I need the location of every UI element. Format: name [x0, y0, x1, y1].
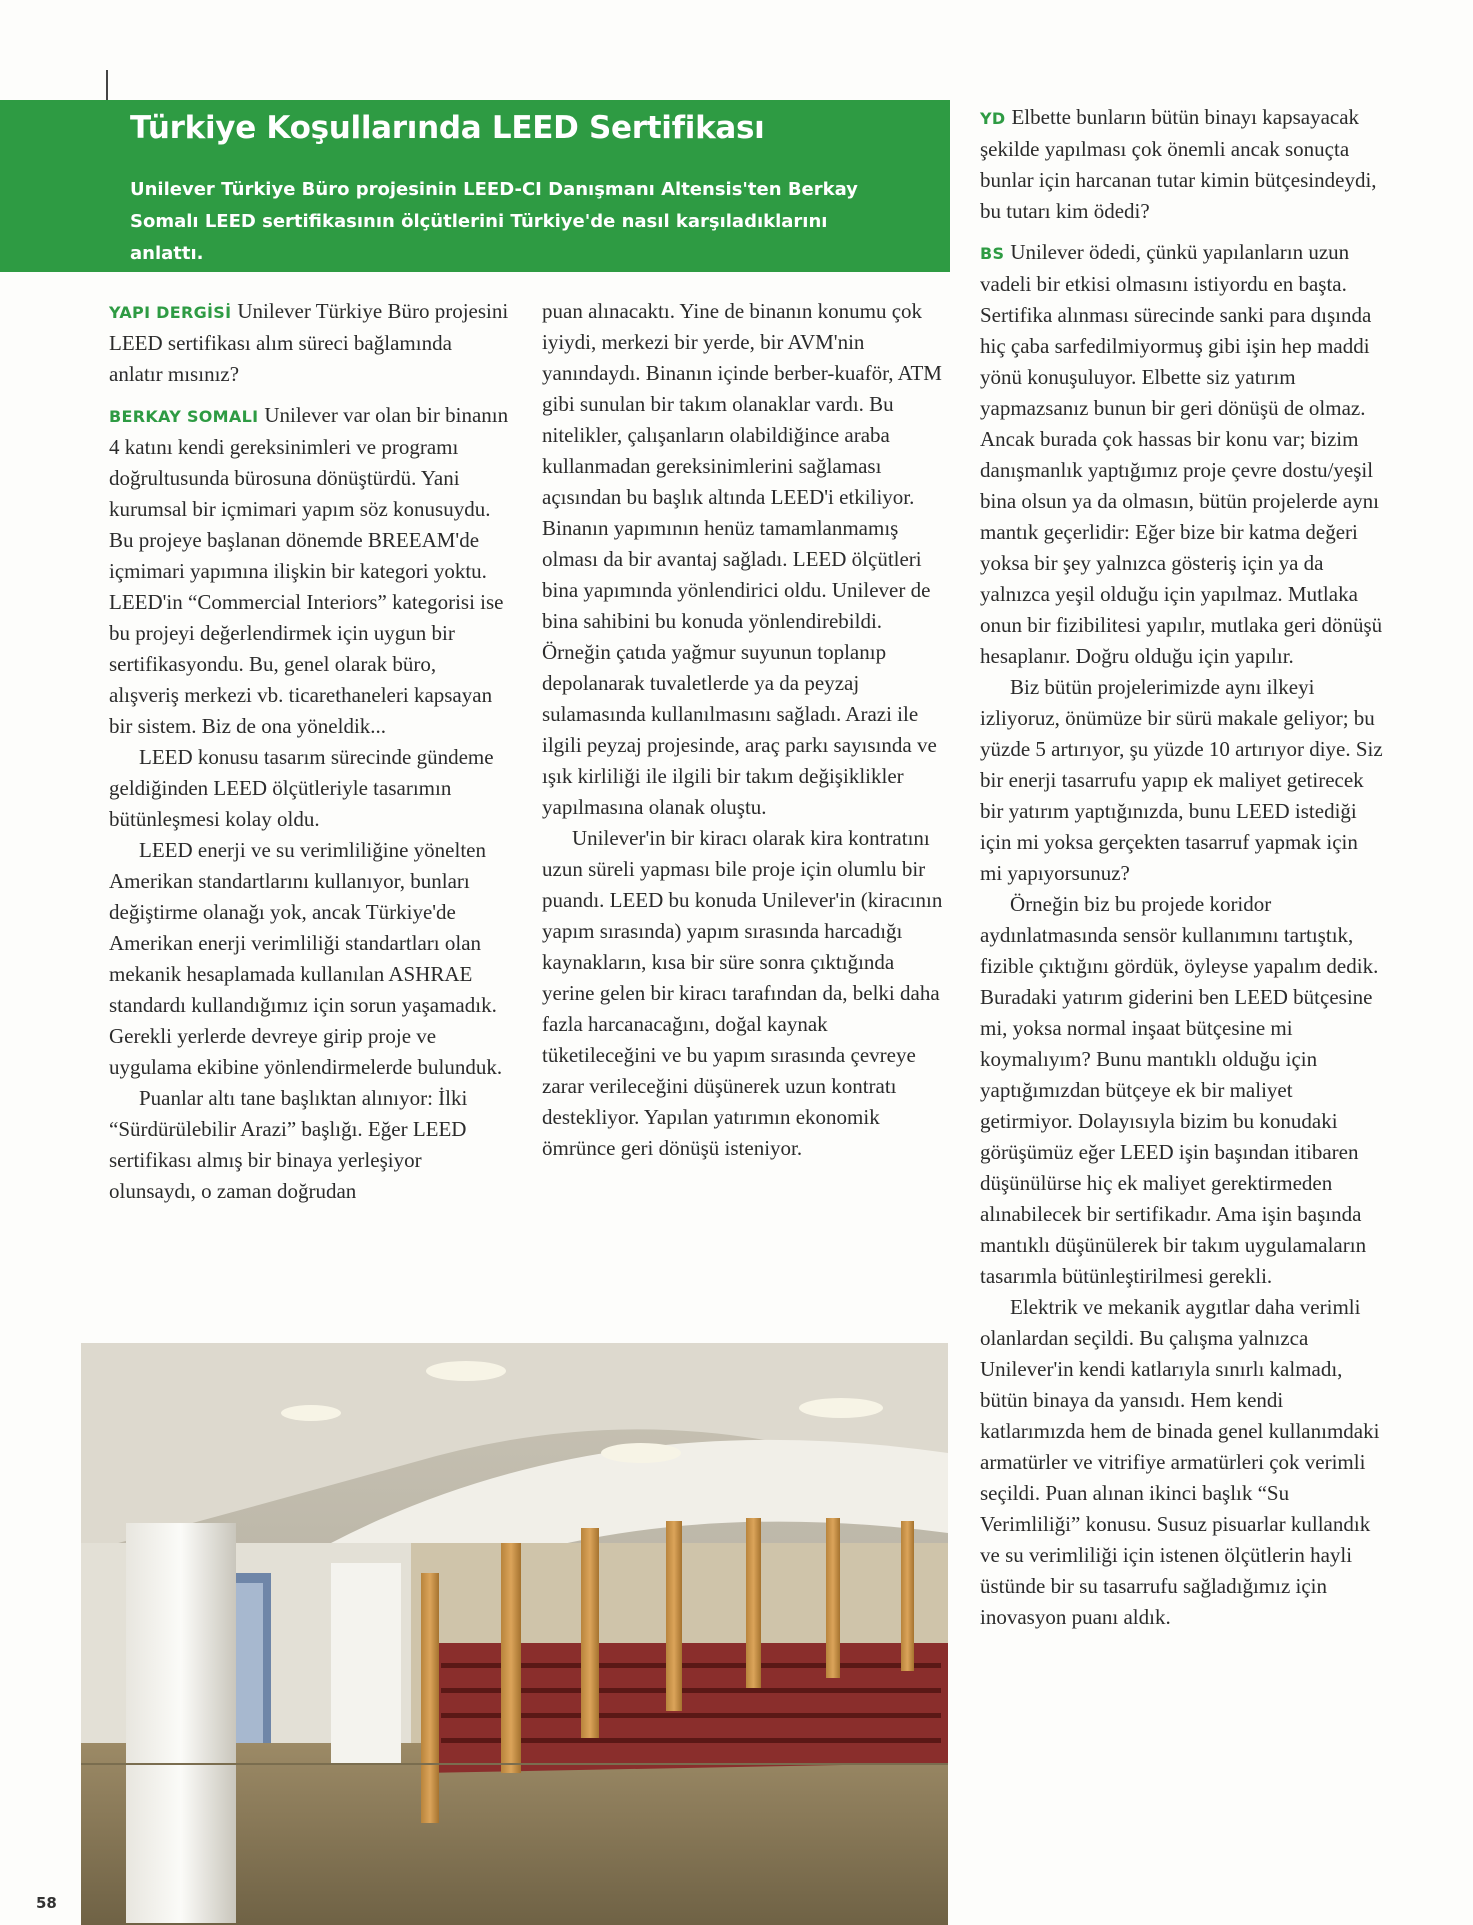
answer-text: Unilever ödedi, çünkü yapılanların uzun vadeli bir etkisi olmasını istiyordu en başta. Sertifika alınması sürecinde sanki para dışında hiç çaba sarfedilmiyormuş gibi işin hep maddi yönü konuşuluyor. Elbette siz yatırım yapmazsanız bunun bir geri dönüşü de olmaz. Ancak burada çok hassas bir konu var; bizim danışmanlık yaptığımız proje çevre dostu/yeşil bina olsun ya da olmasın, bütün projelerde aynı mantık geçerlidir: Eğer bize bir katma değeri yoksa bir şey yalnızca gösteriş için ya da yalnızca yeşil olduğu için yapılmaz. Mutlaka onun bir fizibilitesi yapılır, mutlaka geri dönüşü hesaplanır. Doğru olduğu için yapılır.: [980, 240, 1383, 668]
paragraph: Biz bütün projelerimizde aynı ilkeyi izliyoruz, önümüze bir sürü makale geliyor; bu yüzde 5 artırıyor, şu yüzde 10 artırıyor diye. Siz bir enerji tasarrufu yapıp ek maliyet getirecek bir yatırım yaptığınızda, bunu LEED istediği için mi yoksa gerçekten tasarruf yapmak için mi yapıyorsunuz?: [980, 675, 1383, 885]
paragraph: Örneğin biz bu projede koridor aydınlatmasında sensör kullanımını tartıştık, fizible çıktığını gördük, öyleyse yapalım dedik. Buradaki yatırım giderini ben LEED bütçesine mi, yoksa normal inşaat bütçesine mi koymalıyım? Bunu mantıklı olduğu için yaptığımızdan bütçeye ek bir maliyet getirmiyor. Dolayısıyla bizim bu konudaki görüşümüz eğer LEED işin başından itibaren düşünülürse hiç ek maliyet gerektirmeden alınabilecek bir sertifikadır. Ama işin başında mantıklı düşünülerek bir takım uygulamaların tasarımla bütünleştirilmesi gerekli.: [980, 892, 1379, 1288]
paragraph: Unilever'in bir kiracı olarak kira kontratını uzun süreli yapması bile proje için olumlu bir puandı. LEED bu konuda Unilever'in (kiracının yapım sırasında) yapım sırasında harcadığı kaynakların, kısa bir süre sonra çıktığında yerine gelen bir kiracı tarafından da, belki daha fazla harcanacağını, doğal kaynak tüketileceğini ve bu yapım sırasında çevreye zarar verileceğini düşünerek uzun kontratı destekliyor. Yapılan yatırımın ekonomik ömrünce geri dönüşü isteniyor.: [542, 826, 943, 1160]
interior-photo-image: [81, 1343, 948, 1925]
speaker-label: YD: [980, 109, 1006, 128]
answer-2: [980, 237, 1385, 672]
question-1: [109, 296, 509, 390]
paragraph: LEED enerji ve su verimliliğine yönelten Amerikan standartlarını kullanıyor, bunları değiştirme olanağı yok, ancak Türkiye'de Amerikan enerji verimliliği standartları olan mekanik hesaplamada kullanılan ASHRAE standardı kullandığımız için sorun yaşamadık. Gerekli yerlerde devreye girip proje ve uygulama ekibine yönlendirmelerde bulunduk.: [109, 838, 503, 1079]
speaker-label: BS: [980, 244, 1005, 263]
article-lead: Unilever Türkiye Büro projesinin LEED-CI Danışmanı Altensis'ten Berkay Somalı LEED sertifikasının ölçütlerini Türkiye'de nasıl karşıladıklarını anlattı.: [130, 179, 858, 264]
speaker-label: BERKAY SOMALI: [109, 407, 259, 426]
answer-1: [109, 400, 509, 742]
paragraph: LEED konusu tasarım sürecinde gündeme geldiğinden LEED ölçütleriyle tasarımın bütünleşmesi kolay oldu.: [109, 745, 494, 831]
question-text: Elbette bunların bütün binayı kapsayacak şekilde yapılması çok önemli ancak sonuçta bunlar için harcanan tutar kimin bütçesindeydi, bu tutarı kim ödedi?: [980, 105, 1377, 223]
page-number: 58: [36, 1894, 57, 1912]
paragraph: Elektrik ve mekanik aygıtlar daha verimli olanlardan seçildi. Bu çalışma yalnızca Unilever'in kendi katlarıyla sınırlı kalmadı, bütün binaya da yansıdı. Hem kendi katlarımızda hem de binada genel kullanımdaki armatürler ve vitrifiye armatürleri çok verimli seçildi. Puan alınan ikinci başlık “Su Verimliliği” konusu. Susuz pisuarlar kullandık ve su verimliliği için istenen ölçütlerin hayli üstünde bir su tasarrufu sağladığımız için inovasyon puanı aldık.: [980, 1295, 1380, 1629]
article-title: Türkiye Koşullarında LEED Sertifikası: [130, 110, 765, 146]
text-column-1: [109, 296, 509, 1207]
question-text: Unilever Türkiye Büro projesini LEED sertifikası alım süreci bağlamında anlatır mısınız?: [109, 299, 509, 386]
paragraph: puan alınacaktı. Yine de binanın konumu çok iyiydi, merkezi bir yerde, bir AVM'nin yanındaydı. Binanın içinde berber-kuaför, ATM gibi sunulan bir takım olanaklar vardı. Bu nitelikler, çalışanların olabildiğince araba kullanmadan gereksinimlerini sağlaması açısından bu başlık altında LEED'i etkiliyor. Binanın yapımının henüz tamamlanmamış olması da bir avantaj sağladı. LEED ölçütleri bina yapımında yönlendirici oldu. Unilever de bina sahibini bu konuda yönlendirebildi. Örneğin çatıda yağmur suyunun toplanıp depolanarak tuvaletlerde ya da peyzaj sulamasında kullanılmasını sağladı. Arazi ile ilgili peyzaj projesinde, araç parkı sayısında ve ışık kirliliği ile ilgili bir takım değişiklikler yapılmasına olanak oluştu.: [542, 299, 942, 819]
interior-photo: [81, 1343, 948, 1925]
speaker-label: YAPI DERGİSİ: [109, 303, 232, 322]
text-column-2: [542, 296, 947, 1164]
title-banner: [0, 100, 950, 272]
answer-text: Unilever var olan bir binanın 4 katını kendi gereksinimleri ve programı doğrultusunda bürosuna dönüştürdü. Yani kurumsal bir içmimari yapım söz konusuydu. Bu projeye başlanan dönemde BREEAM'de içmimari yapımına ilişkin bir kategori yoktu. LEED'in “Commercial Interiors” kategorisi ise bu projeyi değerlendirmek için uygun bir sertifikasyondu. Bu, genel olarak büro, alışveriş merkezi vb. ticarethaneleri kapsayan bir sistem. Biz de ona yöneldik...: [109, 403, 509, 738]
paragraph: Puanlar altı tane başlıktan alınıyor: İlki “Sürdürülebilir Arazi” başlığı. Eğer LEED sertifikası almış bir binaya yerleşiyor olunsaydı, o zaman doğrudan: [109, 1086, 468, 1203]
question-2: [980, 102, 1385, 227]
text-column-3: [980, 102, 1385, 1633]
